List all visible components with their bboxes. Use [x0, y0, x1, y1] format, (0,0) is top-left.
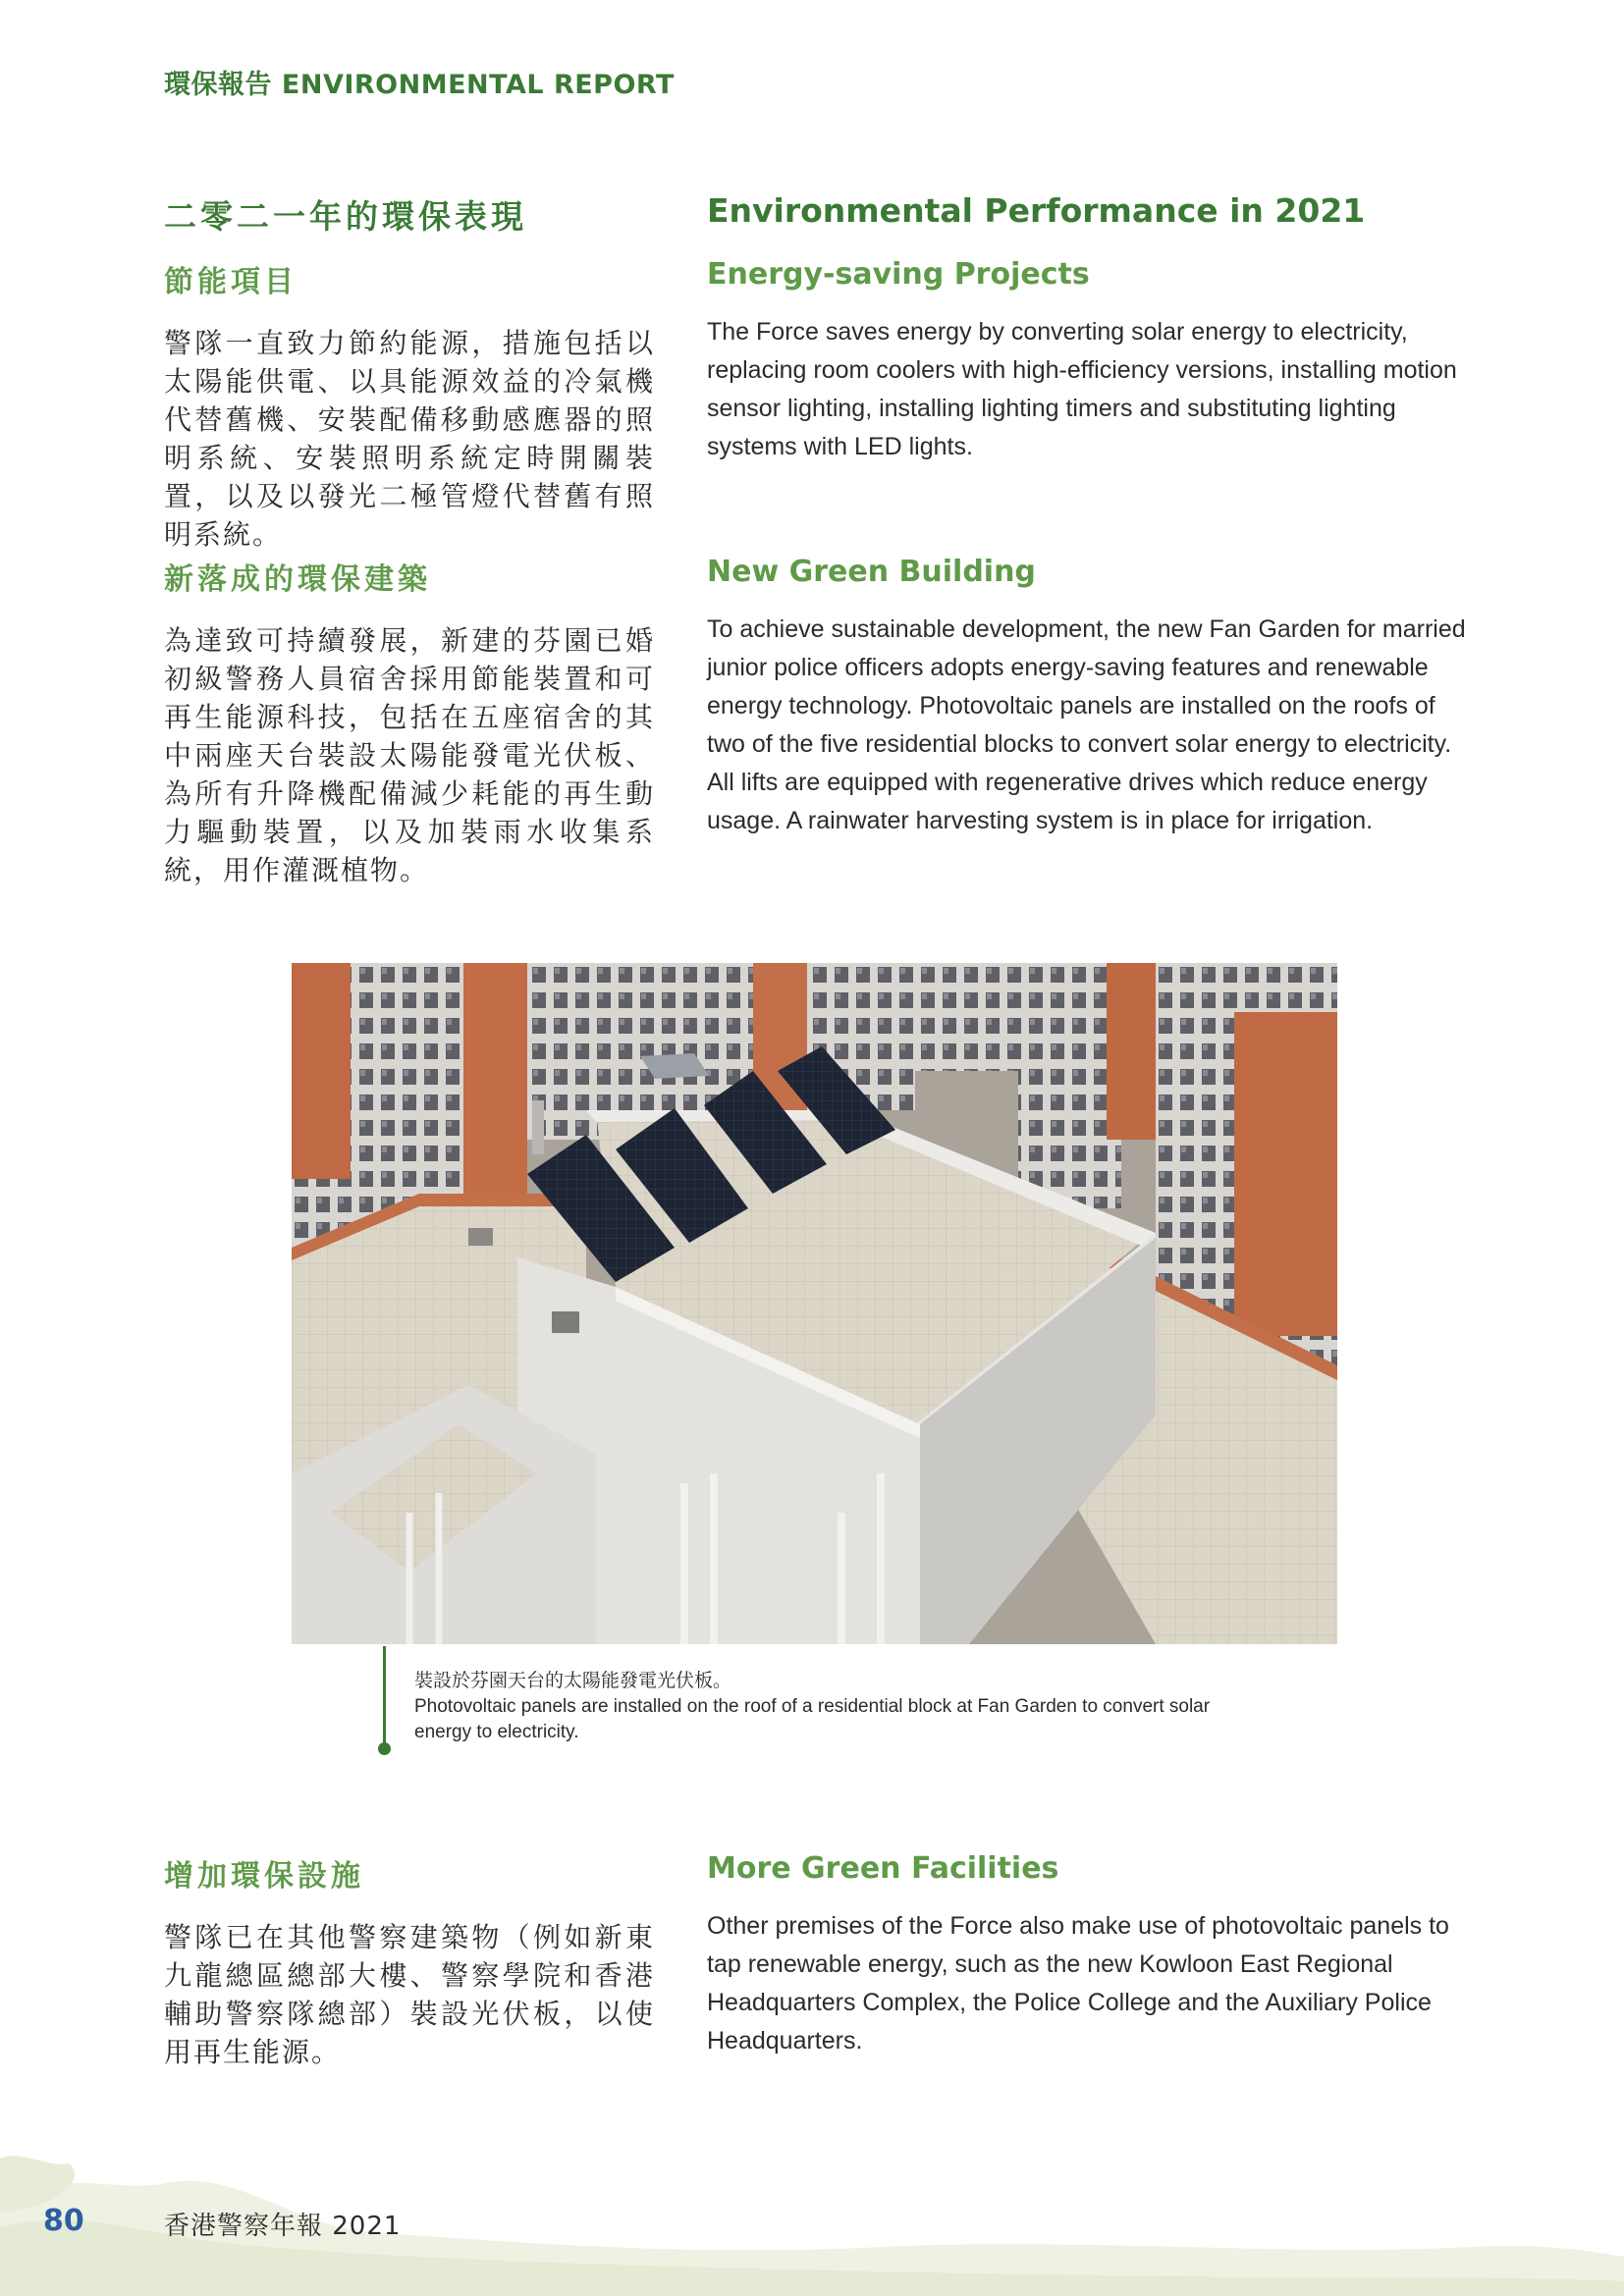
running-head: 環保報告 ENVIRONMENTAL REPORT: [164, 70, 675, 100]
en-heading-energy-saving: Energy-saving Projects: [707, 257, 1090, 292]
zh-body-energy-saving: 警隊一直致力節約能源，措施包括以太陽能供電、以具能源效益的冷氣機代替舊機、安裝配備移動感應器的照明系統、安裝照明系統定時開關裝置，以及以發光二極管燈代替舊有照明系統。: [164, 327, 655, 551]
caption-leader-line: [383, 1646, 386, 1752]
en-body-green-facilities: Other premises of the Force also make use of photovoltaic panels to tap renewable energy, such as the new Kowloon East Regional Headquarters Complex, the Police College and the Auxiliary Police Headquarters.: [707, 1912, 1449, 2055]
en-heading-green-facilities: More Green Facilities: [707, 1851, 1059, 1886]
photo-caption-en-line1: Photovoltaic panels are installed on the roof of a residential block at Fan Garden to convert solar: [414, 1696, 1211, 1717]
photo-caption-zh: 裝設於芬園天台的太陽能發電光伏板。: [414, 1671, 732, 1691]
caption-leader-dot: [378, 1742, 391, 1755]
en-body-green-building: To achieve sustainable development, the new Fan Garden for married junior police officers adopts energy-saving features and renewable energy technology. Photovoltaic panels are installed on the roofs of two of the five residential blocks to convert solar energy to electricity. All lifts are equipped with regenerative drives which reduce energy usage. A rainwater harvesting system is in place for irrigation.: [707, 615, 1466, 834]
en-section-green-building: [707, 555, 1473, 840]
photo-caption: [414, 1669, 1219, 1745]
en-body-energy-saving: The Force saves energy by converting solar energy to electricity, replacing room coolers with high-efficiency versions, installing motion sensor lighting, installing lighting timers and substituting lighting systems with LED lights.: [707, 318, 1457, 460]
en-section-energy-saving: [707, 257, 1473, 466]
zh-page-title: 二零二一年的環保表現: [164, 197, 527, 236]
zh-heading-green-facilities: 增加環保設施: [164, 1859, 364, 1894]
zh-heading-green-building: 新落成的環保建築: [164, 562, 431, 597]
en-section-title-block: [707, 191, 1473, 230]
zh-body-green-facilities: 警隊已在其他警察建築物（例如新東九龍總區總部大樓、警察學院和香港輔助警察隊總部）裝設光伏板，以使用再生能源。: [164, 1921, 655, 2068]
zh-section-green-building: [164, 555, 655, 889]
footer-publication-title: 香港警察年報 2021: [164, 2212, 402, 2241]
zh-section-green-facilities: [164, 1851, 655, 2071]
zh-section-energy-saving: [164, 257, 655, 554]
rooftop-solar-panel-photo: [292, 963, 1337, 1644]
photo-caption-en-line2: energy to electricity.: [414, 1722, 579, 1742]
zh-heading-energy-saving: 節能項目: [164, 265, 298, 299]
en-section-green-facilities: [707, 1851, 1473, 2060]
en-page-title: Environmental Performance in 2021: [707, 191, 1366, 230]
zh-body-green-building: 為達致可持續發展，新建的芬園已婚初級警務人員宿舍採用節能裝置和可再生能源科技，包括在五座宿舍的其中兩座天台裝設太陽能發電光伏板、為所有升降機配備減少耗能的再生動力驅動裝置，以及加裝雨水收集系統，用作灌溉植物。: [164, 624, 655, 886]
en-heading-green-building: New Green Building: [707, 555, 1036, 589]
zh-section-title-block: [164, 191, 655, 238]
page-number: 80: [43, 2204, 84, 2238]
